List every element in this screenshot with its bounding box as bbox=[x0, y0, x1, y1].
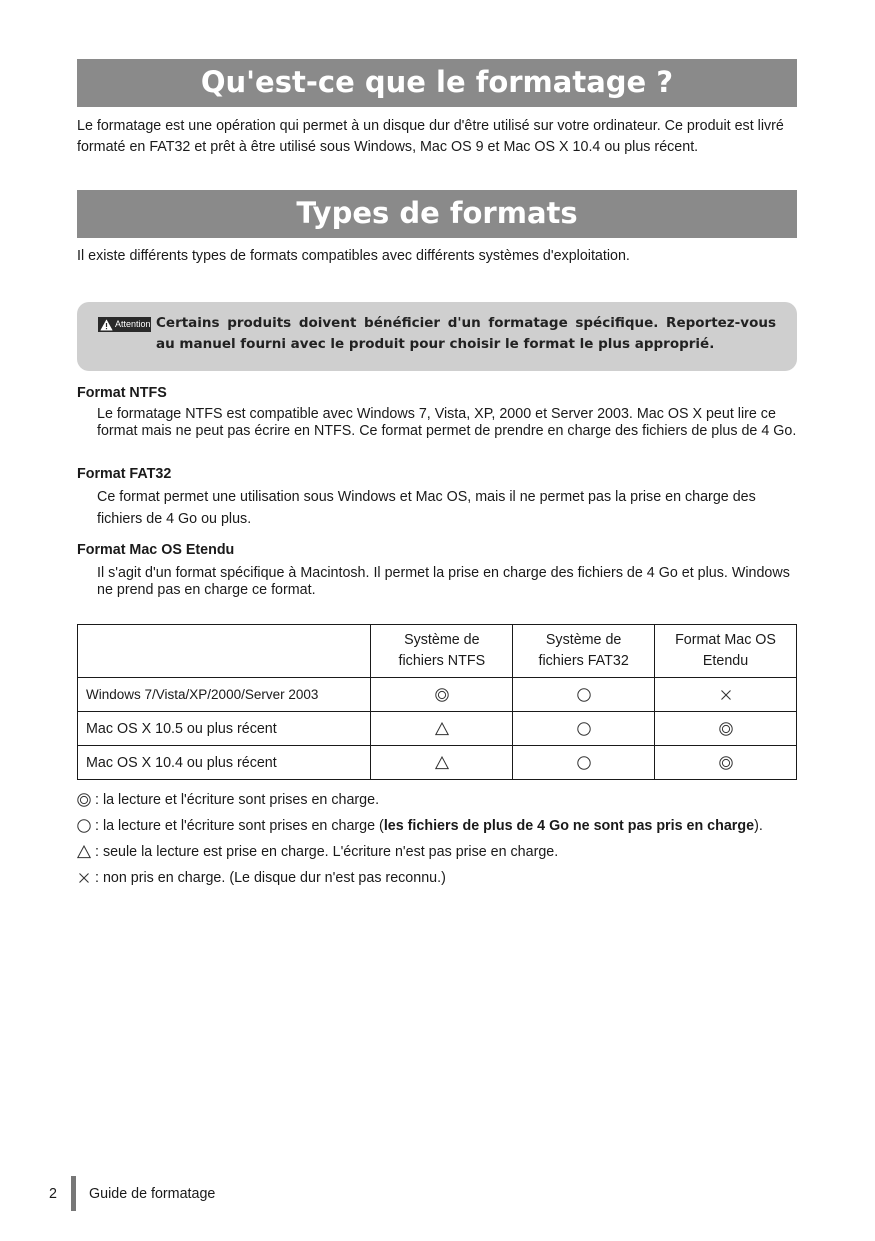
format-heading-ntfs: Format NTFS bbox=[77, 385, 167, 401]
format-description-mac-os-extended: Il s'agit d'un format spécifique à Macintosh. Il permet la prise en charge des fichiers de 4 Go et plus. Windows ne prend pas en charge ce format. bbox=[97, 565, 790, 598]
page-number: 2 bbox=[49, 1186, 57, 1202]
circle-icon bbox=[77, 819, 91, 833]
double-circle-icon bbox=[435, 688, 449, 702]
table-cell-mark bbox=[513, 678, 655, 712]
table-header-mac-os-extended bbox=[655, 625, 797, 678]
legend-item-double-circle bbox=[77, 791, 379, 809]
table-header-ntfs bbox=[371, 625, 513, 678]
footer-label: Guide de formatage bbox=[89, 1186, 216, 1202]
legend-text: : la lecture et l'écriture sont prises en charge. bbox=[95, 792, 380, 808]
section-title-format-types: Types de formats bbox=[77, 190, 797, 238]
table-cell-mark bbox=[655, 712, 797, 746]
circle-icon bbox=[577, 722, 591, 736]
attention-text: Certains produits doivent bénéficier d'un formatage spécifique. Reportez-vous au manuel fourni avec le produit pour choisir le format le plus approprié. bbox=[156, 315, 776, 352]
format-heading-mac-os-extended: Format Mac OS Etendu bbox=[77, 542, 235, 558]
table-cell-mark bbox=[371, 678, 513, 712]
format-heading-fat32: Format FAT32 bbox=[77, 466, 172, 482]
table-header-fat32-label: Système de fichiers FAT32 bbox=[538, 632, 629, 669]
section-title-formatting: Qu'est-ce que le formatage ? bbox=[77, 59, 797, 107]
footer-divider bbox=[71, 1176, 76, 1211]
legend-text: : la lecture et l'écriture sont prises en charge ( bbox=[95, 818, 384, 834]
table-cell-mark bbox=[655, 678, 797, 712]
legend-text-bold: les fichiers de plus de 4 Go ne sont pas pris en charge bbox=[383, 818, 755, 834]
table-cell-mark bbox=[655, 746, 797, 780]
table-header-fat32 bbox=[513, 625, 655, 678]
circle-icon bbox=[577, 688, 591, 702]
format-types-description: Il existe différents types de formats compatibles avec différents systèmes d'exploitation. bbox=[77, 248, 630, 264]
format-description-ntfs: Le formatage NTFS est compatible avec Windows 7, Vista, XP, 2000 et Server 2003. Mac OS X peut lire ce format mais ne peut pas écrire en NTFS. Ce format permet de prendre en charge des fichiers de plus de 4 Go. bbox=[97, 406, 797, 439]
double-circle-icon bbox=[719, 756, 733, 770]
table-cell-mark bbox=[371, 746, 513, 780]
table-header-mac-label: Format Mac OS Etendu bbox=[675, 632, 776, 669]
table-cell-mark bbox=[513, 712, 655, 746]
legend-text: : non pris en charge. (Le disque dur n'est pas reconnu.) bbox=[95, 870, 446, 886]
table-header-ntfs-label: Système de fichiers NTFS bbox=[398, 632, 486, 669]
format-description-fat32: Ce format permet une utilisation sous Windows et Mac OS, mais il ne permet pas la prise en charge des fichiers de 4 Go ou plus. bbox=[97, 489, 756, 527]
table-header-row bbox=[78, 625, 797, 678]
triangle-icon bbox=[435, 722, 449, 736]
attention-badge-label: Attention bbox=[115, 319, 151, 329]
double-circle-icon bbox=[77, 793, 91, 807]
legend-item-triangle bbox=[77, 843, 558, 861]
attention-box bbox=[77, 302, 797, 371]
formatting-description: Le formatage est une opération qui permet à un disque dur d'être utilisé sur votre ordinateur. Ce produit est livré formaté en FAT32 et prêt à être utilisé sous Windows, Mac OS 9 et Mac OS X 10.4 ou plus récent. bbox=[77, 118, 784, 155]
attention-badge bbox=[98, 317, 151, 332]
warning-icon bbox=[100, 319, 113, 331]
circle-icon bbox=[577, 756, 591, 770]
table-cell-mark bbox=[513, 746, 655, 780]
legend-text-after: ). bbox=[754, 818, 763, 834]
compatibility-table bbox=[77, 624, 797, 780]
cross-icon bbox=[719, 688, 733, 702]
table-row bbox=[78, 746, 797, 780]
triangle-icon bbox=[77, 845, 91, 859]
table-header-empty bbox=[78, 625, 371, 678]
legend-text: : seule la lecture est prise en charge. L'écriture n'est pas prise en charge. bbox=[95, 844, 559, 860]
double-circle-icon bbox=[719, 722, 733, 736]
cross-icon bbox=[77, 871, 91, 885]
table-cell-mark bbox=[371, 712, 513, 746]
table-row-os: Windows 7/Vista/XP/2000/Server 2003 bbox=[78, 678, 371, 712]
table-row bbox=[78, 678, 797, 712]
legend-item-cross bbox=[77, 869, 446, 887]
table-row-os: Mac OS X 10.5 ou plus récent bbox=[78, 712, 371, 746]
table-row-os: Mac OS X 10.4 ou plus récent bbox=[78, 746, 371, 780]
triangle-icon bbox=[435, 756, 449, 770]
table-row bbox=[78, 712, 797, 746]
legend-item-circle bbox=[77, 817, 763, 835]
